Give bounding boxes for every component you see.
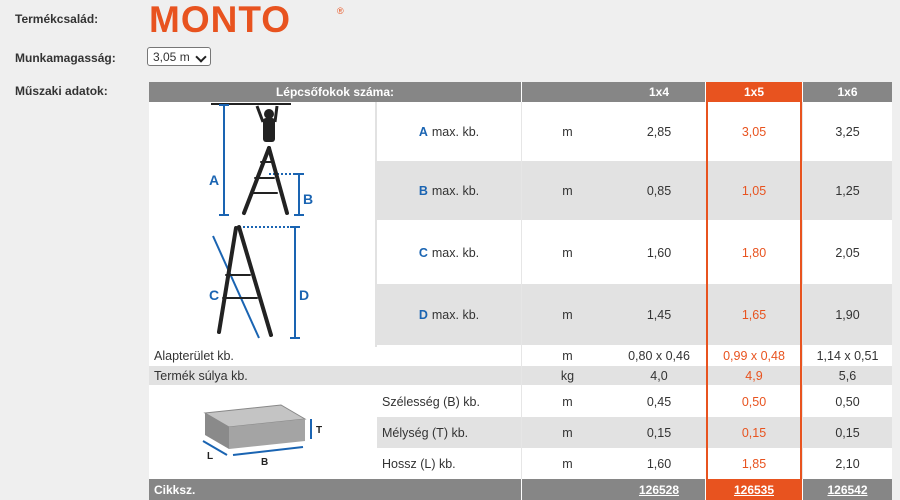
product-family-label: Termékcsalád: [15,12,99,26]
svg-text:MONTO: MONTO [149,2,292,36]
row-c-1x4: 1,60 [646,245,672,260]
row-a-1x6: 3,25 [835,124,860,139]
row-depth-1x6: 0,15 [835,425,860,440]
svg-text:L: L [207,451,214,462]
row-weight-1x5: 4,9 [745,368,763,383]
package-dimension-diagram [199,397,329,467]
sku-link-1x5[interactable]: 126535 [706,479,802,500]
row-length-label: Hossz (L) kb. [382,456,456,471]
row-c-1x6: 2,05 [835,245,860,260]
row-length-unit: m [562,456,573,471]
row-b-1x6: 1,25 [835,183,860,198]
row-width-1x5: 0,50 [741,394,767,409]
svg-text:C: C [209,287,220,303]
row-c-unit: m [562,245,573,260]
sku-label: Cikksz. [149,479,521,500]
row-c-1x5: 1,80 [741,245,767,260]
row-weight-unit: kg [560,368,575,383]
row-area-unit: m [562,349,573,363]
row-a-1x5: 3,05 [741,124,767,139]
row-d-label: D max. kb. [418,307,480,322]
row-b-1x5: 1,05 [741,183,767,198]
header-col-1x6: 1x6 [803,82,892,102]
row-length-1x5: 1,85 [741,456,767,471]
row-b-label: B max. kb. [418,183,480,198]
row-depth-1x4: 0,15 [646,425,672,440]
row-area-1x4: 0,80 x 0,46 [628,349,690,363]
row-weight-1x4: 4,0 [650,368,668,383]
svg-text:A: A [209,172,220,188]
row-weight-1x6: 5,6 [838,368,857,383]
row-depth-label: Mélység (T) kb. [382,425,469,440]
row-area-1x5: 0,99 x 0,48 [723,349,785,363]
svg-text:D: D [299,287,310,303]
sku-link-1x6[interactable]: 126542 [803,479,892,500]
row-b-unit: m [562,183,573,198]
row-a-1x4: 2,85 [646,124,672,139]
tech-data-table [149,82,892,500]
svg-text:B: B [303,191,314,207]
row-area-label: Alapterület kb. [154,349,234,363]
header-col-1x4: 1x4 [613,82,705,102]
svg-text:T: T [316,425,323,436]
sku-unit [522,479,613,500]
header-col-1x5: 1x5 [706,82,802,102]
working-height-value: 3,05 m [153,50,190,64]
header-steps-label: Lépcsőfokok száma: [149,82,521,102]
ladder-dimension-diagram [199,100,319,348]
row-d-1x6: 1,90 [835,307,860,322]
row-d-1x4: 1,45 [646,307,672,322]
row-width-1x4: 0,45 [646,394,672,409]
row-depth-unit: m [562,425,573,440]
working-height-select[interactable] [147,47,211,66]
row-length-1x6: 2,10 [835,456,860,471]
row-area-1x6: 1,14 x 0,51 [816,349,879,363]
row-weight-label: Termék súlya kb. [154,368,248,383]
row-a-label: A max. kb. [418,124,480,139]
sku-link-1x4[interactable]: 126528 [613,479,705,500]
row-b-1x4: 0,85 [646,183,672,198]
row-length-1x4: 1,60 [646,456,672,471]
row-width-unit: m [562,394,573,409]
row-d-1x5: 1,65 [741,307,767,322]
row-d-unit: m [562,307,573,322]
chevron-down-icon [195,51,206,62]
monto-logo [149,2,349,36]
svg-text:B: B [261,457,269,467]
row-width-1x6: 0,50 [835,394,860,409]
row-a-unit: m [562,124,573,139]
row-width-label: Szélesség (B) kb. [382,394,480,409]
row-c-label: C max. kb. [418,245,480,260]
row-depth-1x5: 0,15 [741,425,767,440]
svg-text:®: ® [337,6,344,16]
working-height-label: Munkamagasság: [15,51,116,65]
tech-data-label: Műszaki adatok: [15,84,108,98]
